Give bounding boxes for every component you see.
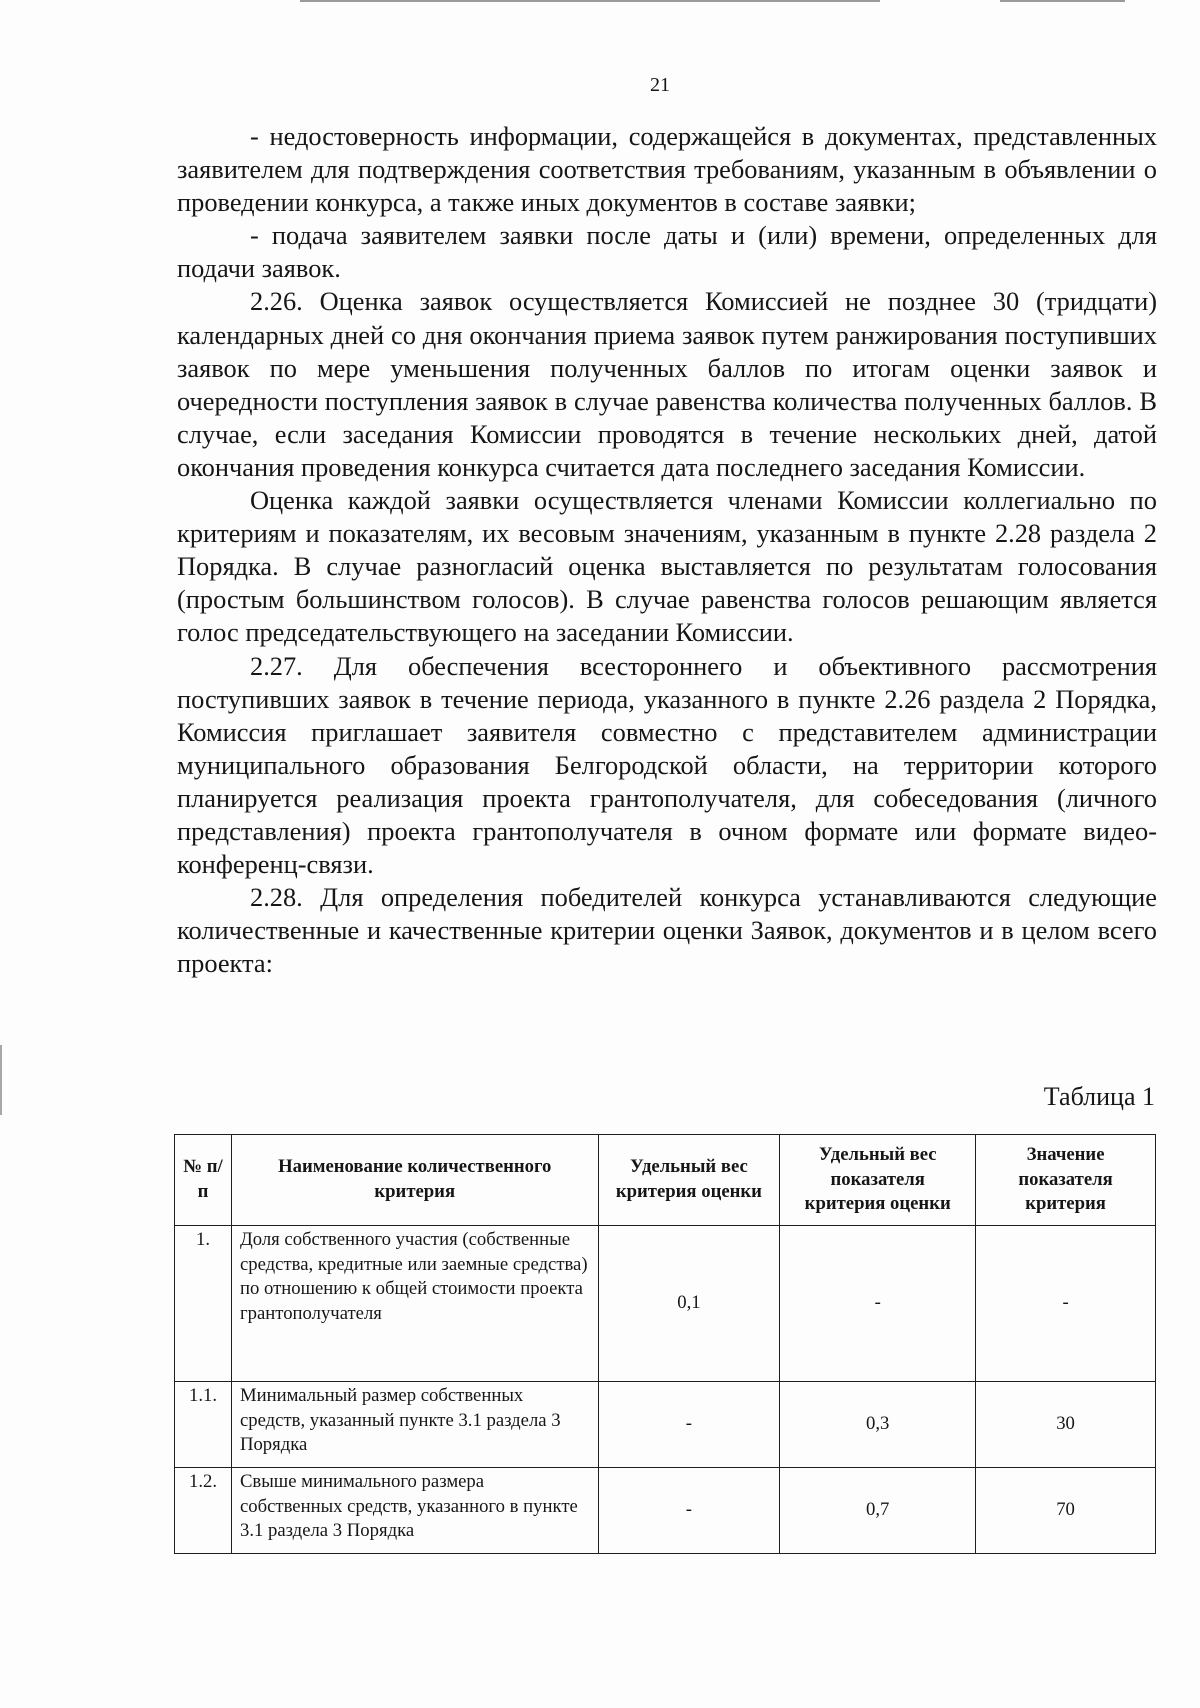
scan-edge-line [1000,0,1125,2]
row-name: Доля собственного участия (собственные средства, кредитные или заемные средства) по отношению к общей стоимости проекта грантополучателя [231,1226,598,1382]
row-indicator-weight: 0,7 [780,1468,976,1554]
row-num: 1.2. [175,1468,232,1554]
row-weight: 0,1 [598,1226,780,1382]
row-num: 1. [175,1226,232,1382]
paragraph-evaluation: Оценка каждой заявки осуществляется членами Комиссии коллегиально по критериям и показателям, их весовым значениям, указанным в пункте 2.28 раздела 2 Порядка. В случае разногласий оценка выставляется по результатам голосования (простым большинством голосов). В случае равенства голосов решающим является голос председательствующего на заседании Комиссии. [177,485,1157,648]
page-number: 21 [650,74,670,96]
table-row [175,1226,1156,1382]
row-indicator-weight: - [780,1226,976,1382]
paragraph-late-submission: - подача заявителем заявки после даты и (или) времени, определенных для подачи заявок. [177,220,1157,284]
row-value: 30 [976,1382,1156,1468]
header-value: Значение показателя критерия [976,1135,1156,1226]
table-row [175,1382,1156,1468]
header-name: Наименование количественного критерия [231,1135,598,1226]
criteria-table [174,1134,1156,1554]
row-value: - [976,1226,1156,1382]
table-row [175,1468,1156,1554]
row-indicator-weight: 0,3 [780,1382,976,1468]
row-weight: - [598,1468,780,1554]
paragraph-2-28: 2.28. Для определения победителей конкурса устанавливаются следующие количественные и качественные критерии оценки Заявок, документов и в целом всего проекта: [177,882,1157,979]
table-caption: Таблица 1 [1043,1082,1155,1111]
row-name: Минимальный размер собственных средств, указанный пункте 3.1 раздела 3 Порядка [231,1382,598,1468]
row-num: 1.1. [175,1382,232,1468]
row-weight: - [598,1382,780,1468]
header-indicator-weight: Удельный вес показателя критерия оценки [780,1135,976,1226]
paragraph-unreliable-info: - недостоверность информации, содержащейся в документах, представленных заявителем для подтверждения соответствия требованиям, указанным в объявлении о проведении конкурса, а также иных документов в составе заявки; [177,121,1157,218]
table-header-row [175,1135,1156,1226]
header-num: № п/п [175,1135,232,1226]
header-weight: Удельный вес критерия оценки [598,1135,780,1226]
paragraph-2-27: 2.27. Для обеспечения всестороннего и объективного рассмотрения поступивших заявок в течение периода, указанного в пункте 2.26 раздела 2 Порядка, Комиссия приглашает заявителя совместно с представителем администрации муниципального образования Белгородской области, на территории которого планируется реализация проекта грантополучателя, для собеседования (личного представления) проекта грантополучателя в очном формате или формате видео-конференц-связи. [177,650,1157,880]
scan-edge-mark [0,1045,2,1115]
row-value: 70 [976,1468,1156,1554]
body-text [177,120,1157,980]
row-name: Свыше минимального размера собственных средств, указанного в пункте 3.1 раздела 3 Порядка [231,1468,598,1554]
paragraph-2-26: 2.26. Оценка заявок осуществляется Комиссией не позднее 30 (тридцати) календарных дней со дня окончания приема заявок путем ранжирования поступивших заявок по мере уменьшения полученных баллов по итогам оценки заявок и очередности поступления заявок в случае равенства количества полученных баллов. В случае, если заседания Комиссии проводятся в течение нескольких дней, датой окончания проведения конкурса считается дата последнего заседания Комиссии. [177,286,1157,482]
scan-edge-line [300,0,880,2]
